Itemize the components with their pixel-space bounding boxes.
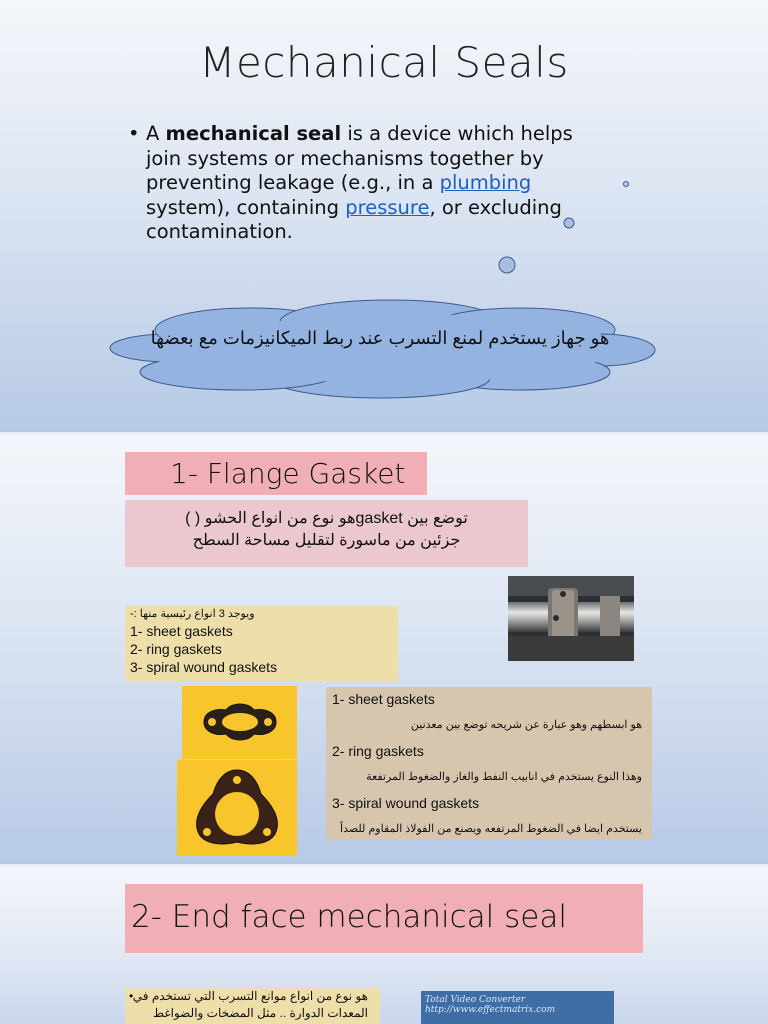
- pipe-flange-image: [508, 576, 634, 661]
- definition-part: system), containing: [146, 195, 346, 219]
- cloud-bubble-medium: [564, 218, 574, 228]
- thought-cloud-graphic: [0, 0, 768, 432]
- flange-arabic-intro: [125, 500, 528, 567]
- plumbing-link[interactable]: plumbing: [439, 171, 532, 194]
- types-heading: ويوجد 3 انواع رئيسية منها :-: [130, 608, 255, 620]
- end-face-line-2: المعدات الدوارة .. مثل المضخات والضواغط: [152, 1006, 368, 1020]
- sheet-gasket-image: [182, 686, 297, 759]
- end-face-arabic-text: [125, 987, 380, 1024]
- gasket-descriptions-box: [326, 687, 652, 840]
- type-item: 3- spiral wound gaskets: [130, 659, 278, 675]
- definition-part: A: [146, 122, 166, 145]
- desc-title-ring: 2- ring gaskets: [332, 743, 424, 759]
- pressure-link[interactable]: pressure: [345, 195, 430, 219]
- cloud-arabic-text: هو جهاز يستخدم لمنع التسرب عند ربط الميكانيزمات مع بعضها: [150, 328, 610, 348]
- slide-mechanical-seals: [0, 0, 768, 432]
- slide-flange-gasket: [0, 434, 768, 864]
- intro-line-1: توضع بين gasketهو نوع من انواع الحشو ( ): [185, 510, 468, 527]
- end-face-title: 2- End face mechanical seal: [125, 884, 643, 953]
- gasket-triangle-icon: [177, 760, 297, 855]
- desc-title-sheet: 1- sheet gaskets: [332, 691, 435, 707]
- desc-arabic-sheet: هو ابسطهم وهو عبارة عن شريحه توضع بين معدنين: [410, 719, 642, 731]
- gasket-oval-icon: [182, 686, 297, 759]
- end-face-line-1: هو نوع من انواع موانع التسرب التي تستخدم في: [132, 989, 368, 1003]
- definition-part: , or excluding contamination.: [146, 195, 562, 243]
- slide-title: Mechanical Seals: [199, 38, 569, 87]
- cloud-bubble-small: [624, 182, 629, 187]
- definition-part: is a device which helps join systems or mechanisms together by preventing leakage (e.g., in a: [146, 122, 573, 194]
- video-thumbnail[interactable]: [421, 991, 614, 1024]
- definition-bold-term: mechanical seal: [165, 122, 342, 145]
- desc-arabic-spiral: يستخدم ايضا في الضغوط المرتفعه ويصنع من الفولاذ المقاوم للصدأ: [340, 823, 642, 835]
- flange-gasket-title: 1- Flange Gasket: [125, 452, 427, 495]
- flange-pipe-photo: [508, 576, 634, 661]
- bullet-marker: •: [129, 989, 134, 1003]
- slide-end-face-seal: [0, 867, 768, 1024]
- desc-title-spiral: 3- spiral wound gaskets: [332, 795, 480, 811]
- bullet-marker: •: [128, 122, 140, 145]
- intro-line-2: جزئين من ماسورة لتقليل مساحة السطح: [192, 532, 461, 549]
- type-item: 1- sheet gaskets: [130, 623, 233, 639]
- thumb-watermark-line2: http://www.effectmatrix.com: [425, 1005, 556, 1015]
- desc-arabic-ring: وهذا النوع يستخدم في انابيب النفط والغاز والضغوط المرتفعة: [366, 771, 642, 783]
- thumb-watermark-line1: Total Video Converter: [425, 995, 526, 1005]
- gasket-types-box: [125, 606, 398, 681]
- cloud-bubble-large: [499, 257, 515, 273]
- triangular-gasket-image: [177, 760, 297, 855]
- type-item: 2- ring gaskets: [130, 641, 222, 657]
